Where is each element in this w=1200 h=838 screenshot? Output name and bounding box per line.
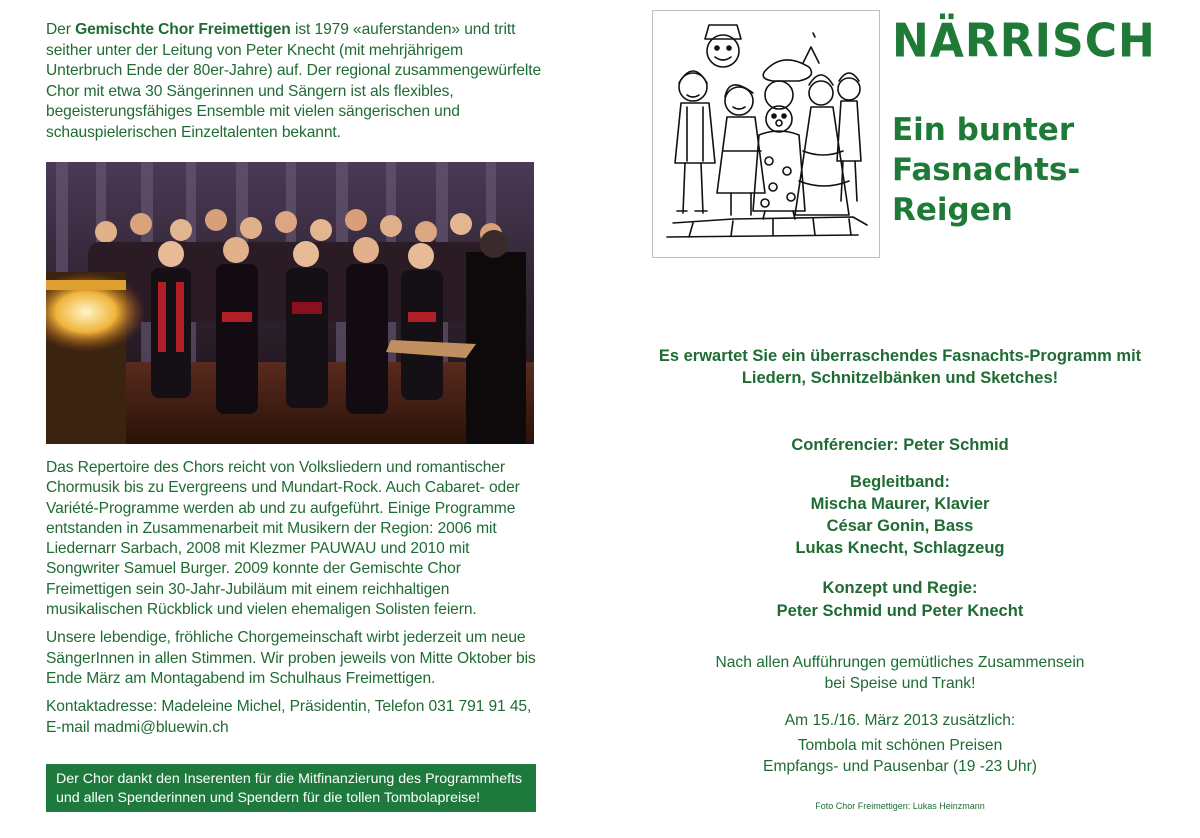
choir-photo <box>46 162 534 444</box>
repertoire-paragraph: Das Repertoire des Chors reicht von Volksliedern und romantischer Chormusik bis zu Evergreens und Mundart-Rock. Auch Cabaret- oder Variété-Programme werden ab und zu aufgeführt. Einige Programme entstanden in Zusammenarbeit mit Musikern der Region: 2006 mit Liedernarr Sarbach, 2008 mit Klezmer PAUWAU und 2010 mit Songwriter Samuel Burger. 2009 konnte der Gemischte Chor Freimettigen sein 30-Jahr-Jubiläum mit einem reichhaltigen musikalischen Rückblick und vielen ehemaligen Solisten feiern. <box>46 459 520 619</box>
after-show-note <box>600 652 1200 694</box>
thanks-line-1: Der Chor dankt den Inserenten für die Mitfinanzierung des Programmhefts <box>56 771 523 787</box>
program-lead <box>600 345 1200 389</box>
band-member: Lukas Knecht, Schlagzeug <box>795 539 1005 557</box>
extra-line-3: Empfangs- und Pausenbar (19 -23 Uhr) <box>763 758 1037 775</box>
subtitle-line-1: Ein bunter <box>892 112 1075 148</box>
subtitle <box>892 110 1192 230</box>
regie-names: Peter Schmid und Peter Knecht <box>776 602 1024 620</box>
photo-credit: Foto Chor Freimettigen: Lukas Heinzmann <box>815 801 985 811</box>
carnival-figures-sketch <box>653 11 879 257</box>
contact-paragraph: Kontaktadresse: Madeleine Michel, Präsidentin, Telefon 031 791 91 45, E-mail madmi@bluewin.ch <box>46 698 532 736</box>
band-heading: Begleitband: <box>850 473 950 491</box>
thanks-box <box>46 764 536 812</box>
community-paragraph: Unsere lebendige, fröhliche Chorgemeinschaft wirbt jederzeit um neue SängerInnen in allen Stimmen. Wir proben jeweils von Mitte Oktober bis Ende März am Montagabend im Schulhaus Freimettigen. <box>46 629 536 687</box>
intro-pre: Der <box>46 21 76 38</box>
band-member: Mischa Maurer, Klavier <box>810 495 990 513</box>
intro-paragraph <box>46 20 542 143</box>
extra-line-1: Am 15./16. März 2013 zusätzlich: <box>784 712 1016 729</box>
body-text <box>46 458 542 746</box>
carnival-drawing <box>652 10 880 258</box>
choir-photo-illustration <box>46 162 534 444</box>
after-line-2: bei Speise und Trank! <box>824 675 976 692</box>
band-member: César Gonin, Bass <box>826 517 974 535</box>
extra-line-2: Tombola mit schönen Preisen <box>797 737 1003 754</box>
regie-heading: Konzept und Regie: <box>822 579 978 597</box>
choir-name: Gemischte Chor Freimettigen <box>75 21 291 38</box>
band-section <box>600 471 1200 559</box>
lead-line-1: Es erwartet Sie ein überraschendes Fasnachts-Programm mit <box>658 347 1142 365</box>
after-line-1: Nach allen Aufführungen gemütliches Zusammensein <box>715 654 1085 671</box>
subtitle-line-2: Fasnachts-Reigen <box>892 152 1081 228</box>
thanks-line-2: und allen Spenderinnen und Spendern für die tollen Tombolapreise! <box>56 790 481 806</box>
extra-note <box>600 710 1200 777</box>
regie-section <box>600 577 1200 623</box>
title-naerrisch: NÄRRISCH <box>892 14 1156 69</box>
right-page <box>600 0 1200 838</box>
conferencier: Conférencier: Peter Schmid <box>791 436 1009 454</box>
lead-line-2: Liedern, Schnitzelbänken und Sketches! <box>741 369 1059 387</box>
intro-rest: ist 1979 «auferstanden» und tritt seither unter der Leitung von Peter Knecht (mit mehrjährigem Unterbruch Ende der 80er-Jahre) auf. Der regional zusammengewürfelte Chor mit etwa 30 Sängerinnen und Sängern ist als flexibles, begeisterungsfähiges Ensemble mit vielen sängerischen und schauspielerischen Einzeltalenten bekannt. <box>46 21 542 141</box>
